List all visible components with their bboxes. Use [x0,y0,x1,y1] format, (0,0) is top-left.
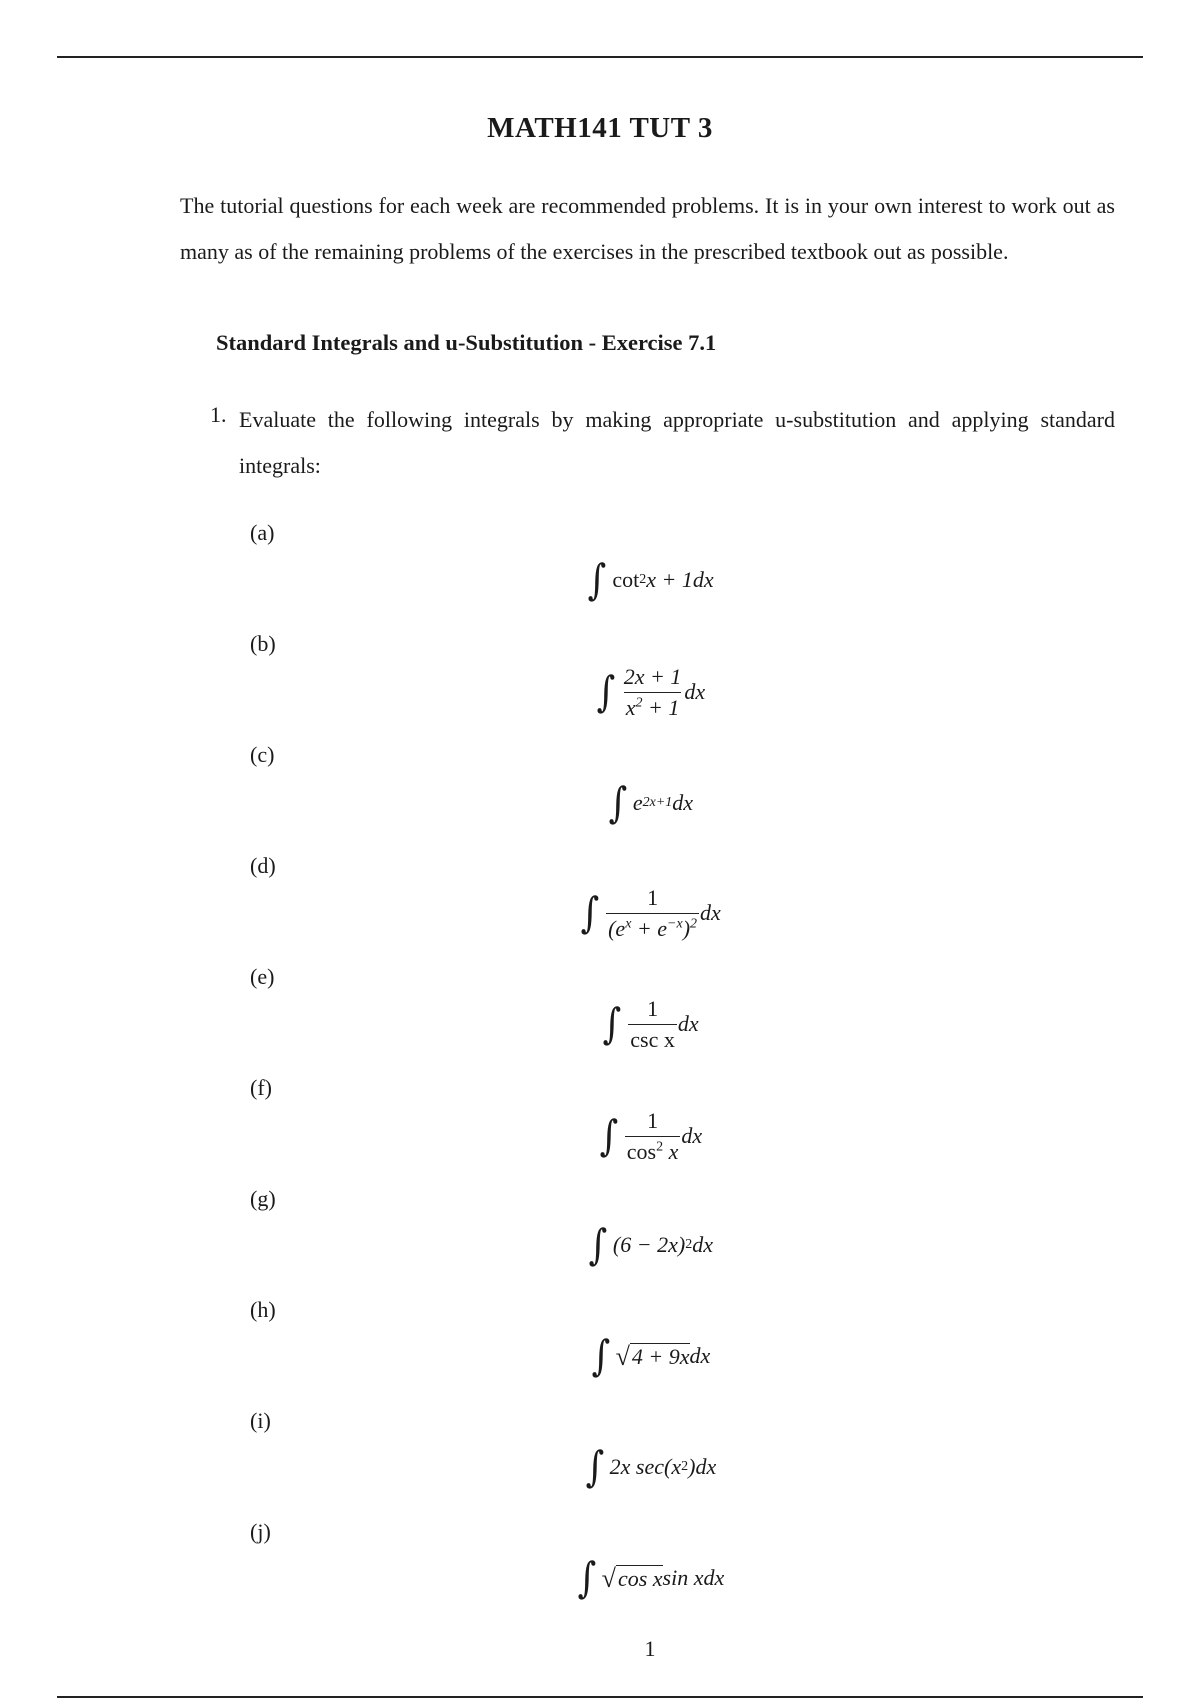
integral-sign: ∫ [588,555,607,604]
integral-d: ∫ $\frac{1}{(e^x + e^{-x})^2}$ dx [580,884,721,941]
integral-sign: ∫ [599,1111,619,1160]
part-label-b: (b) [250,631,276,656]
question-number: 1. [210,402,227,427]
integral-sign: ∫ [591,1331,610,1380]
integral-b: ∫ $\frac{2x + 1}{x^2 + 1}$ dx [596,663,706,720]
part-label-e: (e) [250,964,275,989]
integral-sign: ∫ [585,1442,605,1491]
part-label-i: (i) [250,1408,271,1433]
part-label-d: (d) [250,853,276,878]
integral-g: ∫ (6 − 2x) 2 dx [588,1220,713,1269]
integral-sign: ∫ [603,999,622,1048]
part-label-c: (c) [250,742,275,767]
question-text: Evaluate the following integrals by making appropriate u-substitution and applying standard integrals: [239,407,1115,478]
fraction: $\frac{1}{\text{csc x}}$ [630,995,675,1052]
integral-a: ∫ cot 2 x + 1dx [588,555,714,604]
top-rule [57,56,1143,58]
integral-sign: ∫ [577,1553,597,1602]
integral-sign: ∫ [596,667,616,716]
integral-j: ∫ √ cos x sin xdx [577,1553,725,1602]
part-label-j: (j) [250,1519,271,1544]
part-label-a: (a) [250,520,275,545]
square-root: √ 4 + 9x [615,1341,690,1371]
integral-sign: ∫ [608,778,628,827]
fraction: $\frac{2x + 1}{x^2 + 1}$ [623,663,682,720]
integral-f: ∫ $\frac{1}{\cos^2 x}$ dx [599,1107,703,1164]
section-heading: Standard Integrals and u-Substitution - Exercise 7.1 [216,330,717,355]
integral-h: ∫ √ 4 + 9x dx [591,1331,711,1380]
integral-sign: ∫ [588,1220,608,1269]
integral-c: ∫ e 2x+1 dx [608,778,694,827]
fraction: $\frac{1}{\cos^2 x}$ [626,1107,679,1164]
integral-e: ∫ $\frac{1}{\text{csc x}}$ dx [603,995,699,1052]
part-label-f: (f) [250,1075,272,1100]
page-number: 1 [644,1636,656,1661]
part-label-h: (h) [250,1297,276,1322]
page-title: MATH141 TUT 3 [487,112,713,144]
integral-sign: ∫ [580,888,600,937]
part-label-g: (g) [250,1186,276,1211]
square-root: √ cos x [601,1563,663,1593]
integral-i: ∫ 2x sec(x 2 )dx [585,1442,717,1491]
intro-paragraph: The tutorial questions for each week are recommended problems. It is in your own interest to work out as many as of the remaining problems of the exercises in the prescribed textbook out as possible. [180,193,1115,264]
bottom-rule [57,1696,1143,1698]
fraction: $\frac{1}{(e^x + e^{-x})^2}$ [608,884,698,941]
